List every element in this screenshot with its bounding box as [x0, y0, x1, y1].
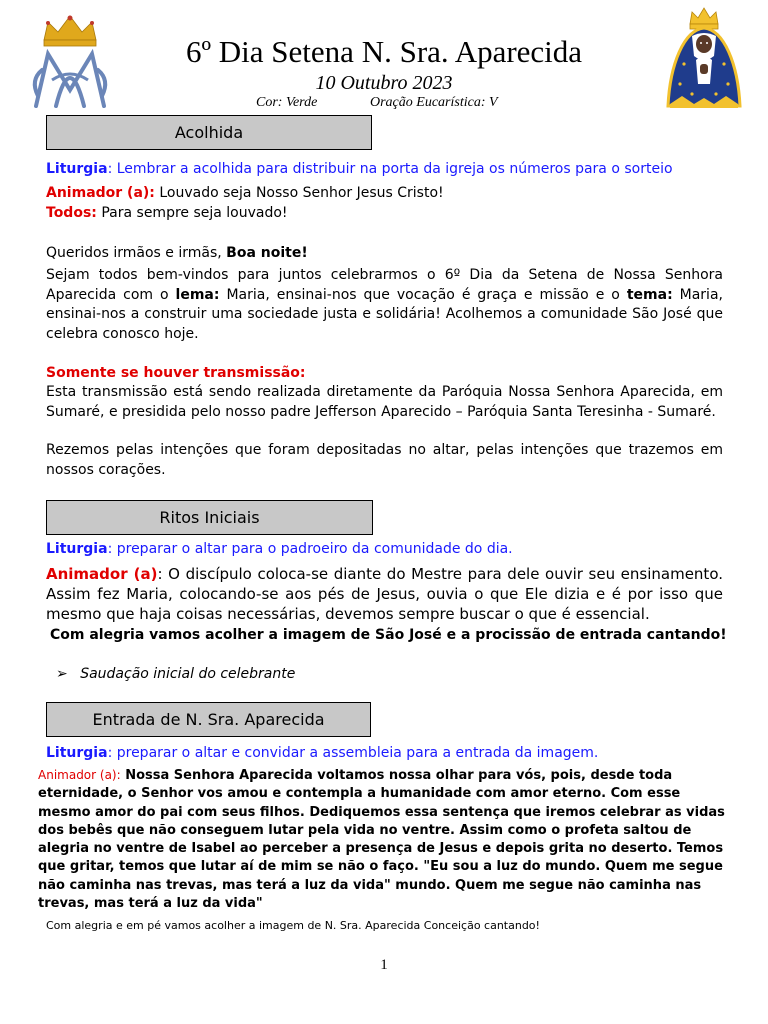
bullet-item: [56, 664, 295, 684]
liturgia-text: : Lembrar a acolhida para distribuir na porta da igreja os números para o sorteio: [107, 161, 673, 177]
animador-text: Nossa Senhora Aparecida voltamos nossa olhar para vós, pois, desde toda eternidade, o Senhor vos amou e contempla a humanidade com amor eterno. Com esse mesmo amor do pai com seus filhos. Dediquemos essa sentença que iremos celebrar as vidas dos bebês que não conseguem lutar pela vida no ventre. Assim como o profeta saltou de alegria no ventre de Isabel ao perceber a presença de Jesus e depois grita no deserto. Temos que gritar, temos que lutar aí de mim se não o faço. "Eu sou a luz do mundo. Quem me segue não caminha nas trevas, mas terá a luz da vida" mundo. Quem me segue não caminha nas trevas, mas terá a luz da vida": [38, 768, 725, 912]
todos-label: Todos:: [46, 205, 97, 221]
tema-label: tema:: [626, 286, 673, 303]
animador-label: Animador (a):: [46, 185, 155, 201]
transmissao-label-text: Somente se houver transmissão:: [46, 365, 306, 381]
liturgia-text: : preparar o altar para o padroeiro da comunidade do dia.: [107, 541, 513, 557]
page-title: 6º Dia Setena N. Sra. Aparecida: [185, 34, 583, 69]
bullet-text: Saudação inicial do celebrante: [80, 666, 296, 682]
acolhida-liturgia: [46, 160, 723, 180]
liturgia-label: Liturgia: [46, 161, 108, 177]
ritos-liturgia: [46, 540, 723, 560]
welcome-part-2: Maria, ensinai-nos que vocação é graça e missão e o: [219, 286, 627, 303]
acolhida-animador: [46, 184, 723, 204]
animador-text: Louvado seja Nosso Senhor Jesus Cristo!: [154, 185, 444, 201]
welcome-part-1: Sejam todos bem-vindos para juntos celebrarmos o 6º Dia da Setena de Nossa Senhora Aparecida com o: [46, 267, 723, 303]
section-heading-ritos-iniciais: Ritos Iniciais: [46, 500, 373, 535]
eucharistic-prayer: Oração Eucarística: V: [370, 95, 498, 110]
transmissao-label: [46, 364, 723, 384]
liturgia-label: Liturgia: [46, 541, 108, 557]
liturgia-label: Liturgia: [46, 745, 108, 761]
todos-text: Para sempre seja louvado!: [96, 205, 288, 221]
animador-label: Animador (a): [46, 565, 158, 583]
celebration-date: 10 Outubro 2023: [315, 72, 453, 94]
acolhida-welcome: [46, 266, 723, 344]
animador-label: Animador (a):: [38, 768, 121, 782]
section-heading-entrada: Entrada de N. Sra. Aparecida: [46, 702, 371, 737]
arrow-bullet-icon: ➢: [56, 666, 68, 682]
lema-label: lema:: [175, 286, 220, 303]
acolhida-greeting: [46, 244, 723, 264]
animador-text: : O discípulo coloca-se diante do Mestre para dele ouvir seu ensinamento. Assim fez Maria, colocando-se aos pés de Jesus, ouvia o que Ele dizia e é por isso que mesmo que haja coisas necessárias, devemos sempre buscar o que é essencial.: [46, 565, 723, 623]
ritos-alegria: Com alegria vamos acolher a imagem de São José e a procissão de entrada cantando!: [50, 627, 727, 643]
entrada-closing: Com alegria e em pé vamos acolher a imagem de N. Sra. Aparecida Conceição cantando!: [46, 919, 540, 932]
intencoes-text: Rezemos pelas intenções que foram depositadas no altar, pelas intenções que trazemos em nossos corações.: [46, 442, 723, 478]
acolhida-todos: [46, 204, 723, 224]
welcome-part-3: Maria, ensinai-nos a construir uma sociedade justa e solidária! Acolhemos a comunidade São José que celebra conosco hoje.: [46, 286, 723, 342]
transmissao-text: Esta transmissão está sendo realizada diretamente da Paróquia Nossa Senhora Aparecida, em Sumaré, e presidida pelo nosso padre Jefferson Aparecido – Paróquia Santa Teresinha - Sumaré.: [46, 384, 723, 420]
liturgia-text: : preparar o altar e convidar a assembleia para a entrada da imagem.: [107, 745, 599, 761]
section-heading-acolhida: Acolhida: [46, 115, 372, 150]
greeting-bold: Boa noite!: [226, 245, 308, 261]
liturgical-color: Cor: Verde: [256, 95, 318, 110]
greeting-text: Queridos irmãos e irmãs,: [46, 245, 227, 261]
page-number: 1: [380, 957, 388, 973]
entrada-animador: [38, 766, 728, 913]
ritos-animador: [46, 564, 723, 624]
entrada-liturgia: [46, 744, 723, 764]
